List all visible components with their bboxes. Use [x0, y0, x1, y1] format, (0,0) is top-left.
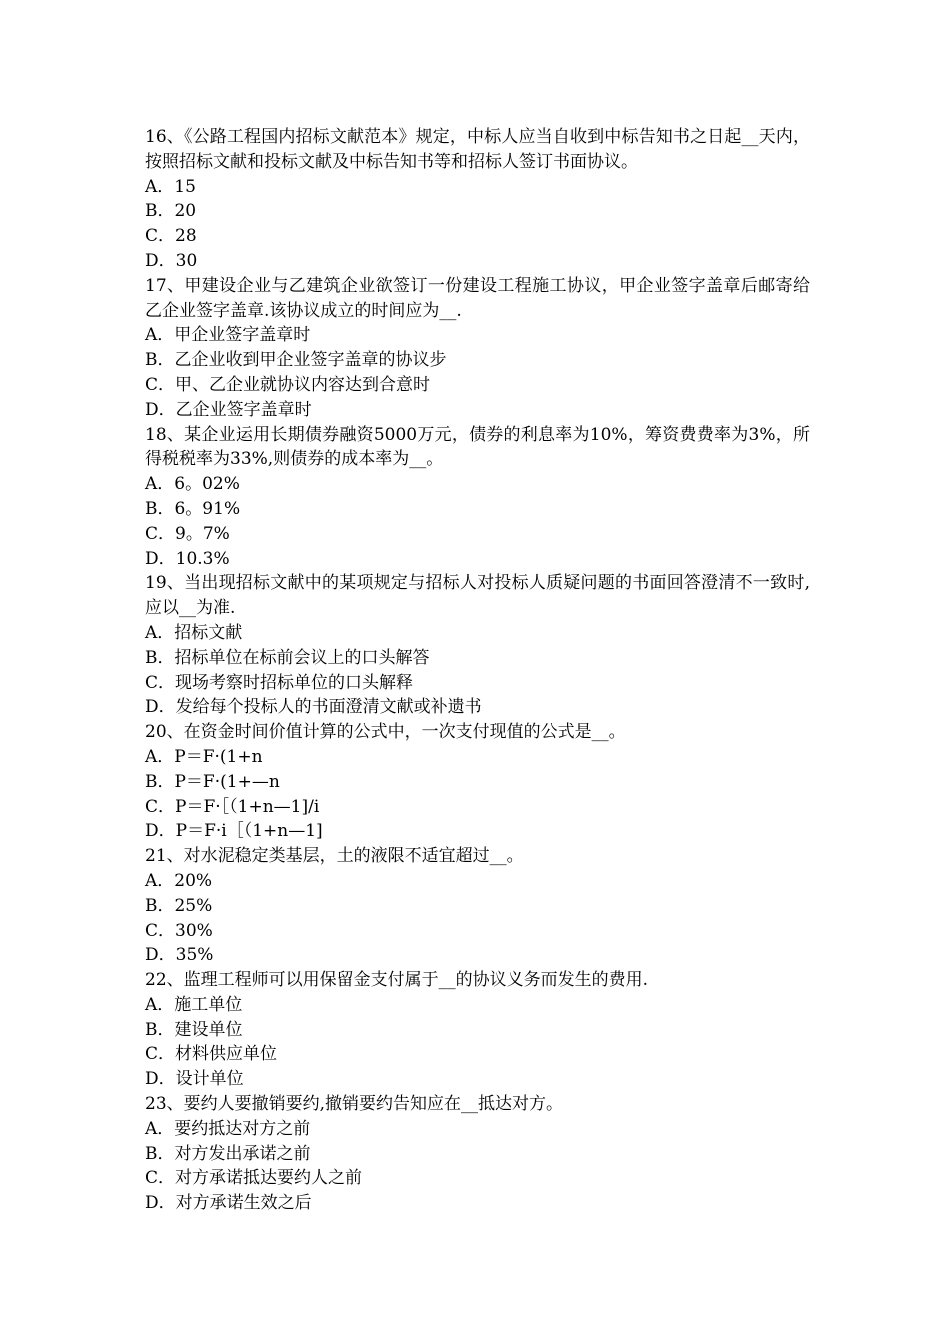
option-b: B．招标单位在标前会议上的口头解答: [145, 647, 430, 668]
option-a: A．施工单位: [145, 994, 243, 1015]
option-c: C．28: [145, 226, 197, 247]
option-d: D．P＝F·i［（1+n—1]: [145, 821, 323, 842]
option-b: B．25%: [145, 895, 213, 916]
option-c: C．9。7%: [145, 523, 230, 544]
option-a: A．15: [145, 176, 196, 197]
question-text: 18、某企业运用长期债券融资5000万元，债券的利息率为10%，筹资费费率为3%，所得税税率为33%,则债券的成本率为__。: [145, 424, 810, 470]
option-d: D．35%: [145, 945, 214, 966]
option-a: A．6。02%: [145, 474, 240, 495]
option-c: C．对方承诺抵达要约人之前: [145, 1168, 363, 1189]
question-21: [145, 844, 810, 968]
question-text: 21、对水泥稳定类基层，土的液限不适宜超过__。: [145, 846, 524, 867]
option-d: D．10.3%: [145, 548, 230, 569]
option-d: D．设计单位: [145, 1069, 244, 1090]
question-text: 20、在资金时间价值计算的公式中，一次支付现值的公式是__。: [145, 722, 626, 743]
option-a: A．P＝F·(1+n: [145, 746, 263, 767]
option-a: A．20%: [145, 870, 213, 891]
question-20: [145, 720, 810, 844]
question-19: [145, 571, 810, 720]
option-b: B．20: [145, 201, 197, 222]
option-c: C．现场考察时招标单位的口头解释: [145, 672, 414, 693]
option-d: D．对方承诺生效之后: [145, 1193, 312, 1214]
option-b: B．乙企业收到甲企业签字盖章的协议步: [145, 350, 447, 371]
option-b: B．6。91%: [145, 498, 241, 519]
option-b: B．P＝F·(1+—n: [145, 771, 280, 792]
question-text: 16、《公路工程国内招标文献范本》规定，中标人应当自收到中标告知书之日起__天内，按照招标文献和投标文献及中标告知书等和招标人签订书面协议。: [145, 127, 810, 172]
option-d: D．30: [145, 250, 198, 271]
option-a: A．甲企业签字盖章时: [145, 325, 311, 346]
question-22: [145, 968, 810, 1092]
option-b: B．建设单位: [145, 1019, 243, 1040]
option-a: A．要约抵达对方之前: [145, 1118, 311, 1139]
question-17: [145, 274, 810, 423]
option-d: D．乙企业签字盖章时: [145, 399, 312, 420]
document-body: [145, 125, 810, 1216]
question-text: 17、甲建设企业与乙建筑企业欲签订一份建设工程施工协议，甲企业签字盖章后邮寄给乙企业签字盖章.该协议成立的时间应为__.: [145, 275, 810, 321]
question-23: [145, 1092, 810, 1216]
option-c: C．甲、乙企业就协议内容达到合意时: [145, 374, 431, 395]
option-d: D．发给每个投标人的书面澄清文献或补遗书: [145, 697, 482, 718]
question-18: [145, 423, 810, 572]
option-c: C．P＝F·［（1+n—1]/i: [145, 796, 320, 817]
question-16: [145, 125, 810, 274]
question-text: 23、要约人要撤销要约,撤销要约告知应在__抵达对方。: [145, 1094, 564, 1115]
question-text: 22、监理工程师可以用保留金支付属于__的协议义务而发生的费用.: [145, 970, 649, 991]
question-text: 19、当出现招标文献中的某项规定与招标人对投标人质疑问题的书面回答澄清不一致时,应以__为准.: [145, 573, 810, 619]
option-c: C．30%: [145, 920, 213, 941]
option-b: B．对方发出承诺之前: [145, 1143, 311, 1164]
option-a: A．招标文献: [145, 622, 243, 643]
option-c: C．材料供应单位: [145, 1044, 278, 1065]
